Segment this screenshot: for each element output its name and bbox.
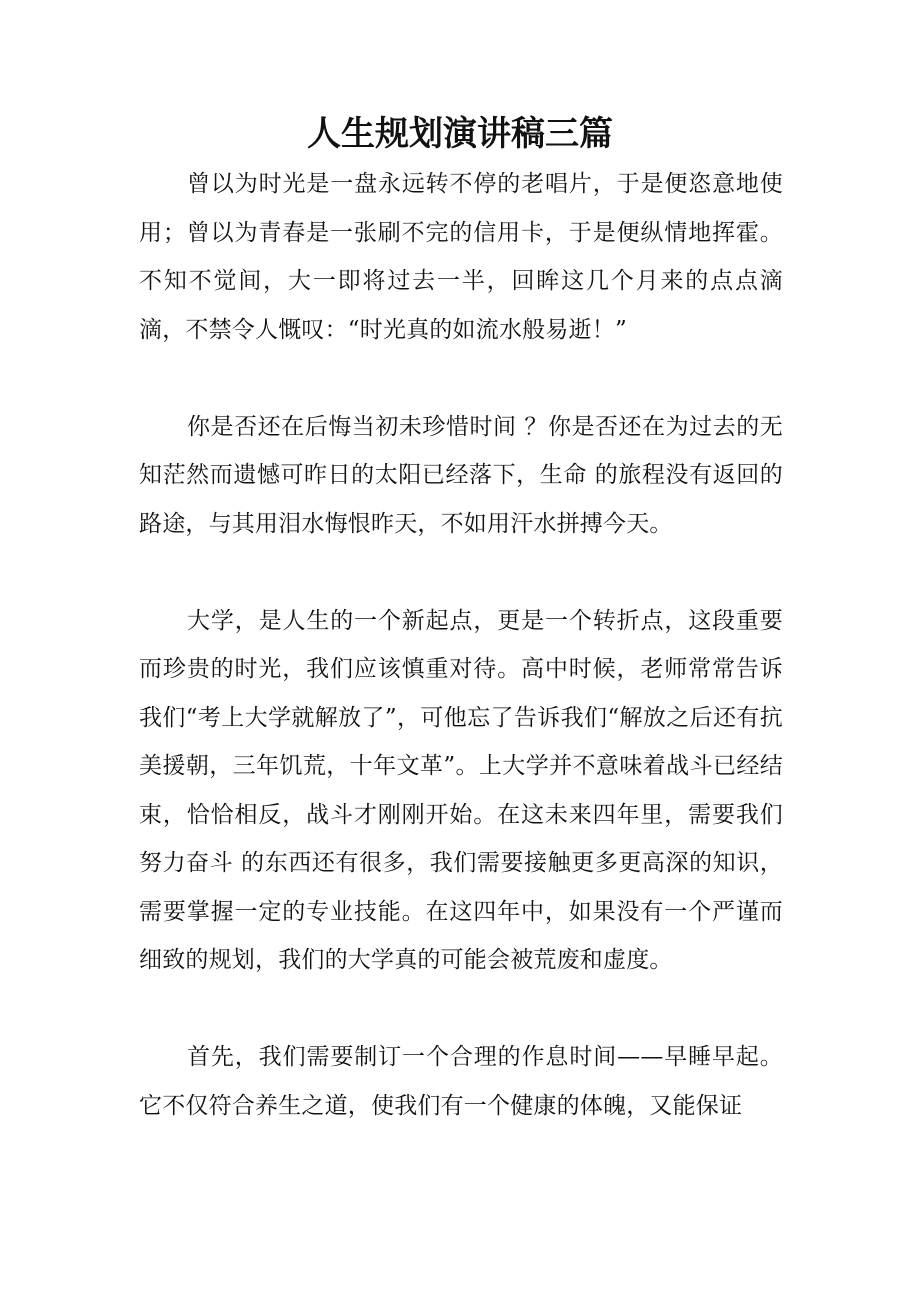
document-title: 人生规划演讲稿三篇 (307, 114, 613, 154)
paragraph: 你是否还在后悔当初未珍惜时间 ？你是否还在为过去的无知茫然而遗憾可昨日的太阳已经落下，生命 的旅程没有返回的路途，与其用泪水悔恨昨天，不如用汗水拼搏今天。 (139, 413, 783, 537)
paragraph: 曾以为时光是一盘永远转不停的老唱片，于是便恣意地使用；曾以为青春是一张刷不完的信用卡，于是便纵情地挥霍。不知不觉间，大一即将过去一半，回眸这几个月来的点点滴滴，不禁令人慨叹：“时光真的如流水般易逝！” (139, 171, 783, 343)
paragraph: 大学，是人生的一个新起点，更是一个转折点，这段重要而珍贵的时光，我们应该慎重对待。高中时候，老师常常告诉我们“考上大学就解放了”，可他忘了告诉我们“解放之后还有抗美援朝，三年饥荒，十年文革”。上大学并不意味着战斗已经结束，恰恰相反，战斗才刚刚开始。在这未来四年里，需要我们努力奋斗 的东西还有很多，我们需要接触更多更高深的知识，需要掌握一定的专业技能。在这四年中，如果没有一个严谨而细致的规划，我们的大学真的可能会被荒废和虚度。 (139, 607, 783, 973)
paragraph: 首先，我们需要制订一个合理的作息时间——早睡早起。它不仅符合养生之道，使我们有一个健康的体魄，又能保证 (139, 1044, 783, 1119)
document-body (139, 160, 783, 1179)
